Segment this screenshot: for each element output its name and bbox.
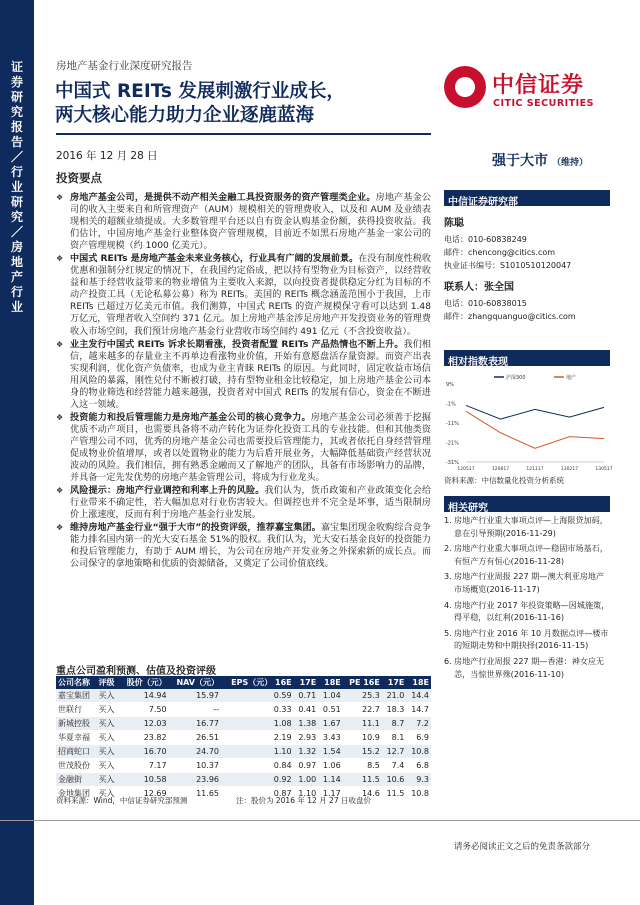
analyst-tel: 电话：010-60838249 xyxy=(444,235,527,244)
table-cell: 10.37 xyxy=(169,759,221,773)
table-cell: 7.2 xyxy=(406,717,431,731)
table-cell: -- xyxy=(169,703,221,717)
sidebar-text: 证券研究报告／行业研究／房地产行业 xyxy=(10,60,23,314)
table-cell: 1.10 xyxy=(221,745,294,759)
table-cell: 新城控股 xyxy=(56,717,97,731)
table-cell: 买入 xyxy=(97,717,120,731)
th-pe17: 17E xyxy=(387,678,405,687)
bullet-item: ❖ 业主发行中国式 REITs 诉求长期看涨，投资者配置 REITs 产品热情也不断上升。我们相信，越来越多的存量业主不再单边看涨物业价值，开始有意愿盘活存量资源。而资产出表实现利润，优化资产负债率，也成为业主青睐 REITs 的原因。与此同时，固定收益市场信用风险的暴露，刚性兑付不断被打破，持有型物业租金比较稳定，加上房地产基金公司本身的物业筛选和经营能力越来越强，投资者对中国式 REITs 的发展有信心，资金在不断进入这一领域。 xyxy=(56,339,431,411)
table-cell: 21.0 xyxy=(382,689,407,703)
table-cell: 2.93 xyxy=(294,731,319,745)
related-item[interactable]: 2. 房地产行业重大事项点评—稳固市场基石，有恒产方有恒心(2016-11-28) xyxy=(444,543,608,566)
table-cell: 11.5 xyxy=(382,787,407,801)
chart-source: 资料来源：中信数量化投资分析系统 xyxy=(444,476,564,485)
table-cell: 1.67 xyxy=(318,717,343,731)
table-cell: 金融街 xyxy=(56,773,97,787)
table-cell: 0.71 xyxy=(294,689,319,703)
key-points xyxy=(56,192,431,571)
table-cell: 6.9 xyxy=(406,731,431,745)
table-cell: 12.03 xyxy=(119,717,169,731)
legend-label: 沪深300 xyxy=(506,375,526,381)
y-tick-label: 9% xyxy=(446,382,454,388)
table-cell: 24.70 xyxy=(169,745,221,759)
relative-index-chart xyxy=(444,372,613,472)
related-item[interactable]: 4. 房地产行业 2017 年投资策略—因城施策，得平稳，以红利(2016-11-16) xyxy=(444,599,610,623)
table-cell: 14.4 xyxy=(406,689,431,703)
table-cell: 0.84 xyxy=(221,759,294,773)
table-cell: 22.7 xyxy=(343,703,382,717)
table-cell: 0.33 xyxy=(221,703,294,717)
related-item[interactable]: 5. 房地产行业 2016 年 10 月数据点评—楼市的短期走势和中期抉择(2016-11-15) xyxy=(444,627,609,651)
x-tick-label: 120817 xyxy=(491,467,510,472)
related-item[interactable]: 6. 房地产行业周报 227 期—香港：神女应无恙，当惊世界殊(2016-11-10) xyxy=(444,655,605,679)
report-date: 2016 年 12 月 28 日 xyxy=(56,150,158,162)
bullet-item: ❖ 风险提示：房地产行业调控和利率上升的风险。我们认为，货币政策和产业政策变化会给行业带来不确定性，若大幅加息对行业伤害较大。但调控也并不完全是坏事，适当限制房价上涨速度，反而有利于房地产基金行业发展。 xyxy=(56,485,431,521)
table-cell: 10.8 xyxy=(406,745,431,759)
section-head: 投资要点 xyxy=(56,171,102,185)
footer-disclaimer: 请务必阅读正文之后的免责条款部分 xyxy=(454,842,591,852)
table-cell: 买入 xyxy=(97,745,120,759)
bullet-item: ❖ 维持房地产基金行业“强于大市”的投资评级，推荐嘉宝集团。嘉宝集团现金收购综合竞争能力排名国内第一的光大安石基金 51%的股权。我们认为，光大安石基金良好的投资能力和投后管理能力，有助于 AUM 增长，为公司在房地产开发业务之外探索新的成长点。而公司保守的拿地策略和优质的资源储备，又奠定了公司价值底线。 xyxy=(56,522,431,570)
table-cell: 嘉宝集团 xyxy=(56,689,97,703)
table-cell: 11.5 xyxy=(343,773,382,787)
bullet-item: ❖ 房地产基金公司，是提供不动产相关金融工具投资服务的资产管理类企业。房地产基金公司的收入主要来自和所管理资产（AUM）规模相关的管理费收入，以及和 AUM 及业绩表现相关的超额业绩提成。大多数管理平台还以自有资金认购基金份额，获得投资收益。我们估计，中国房地产基金行业整体资产管理规模，目前近不如黑石房地产基金一家公司的资产管理规模（约 1000 亿美元）。 xyxy=(56,192,431,252)
related-list xyxy=(444,514,610,683)
table-note xyxy=(56,795,431,806)
table-cell: 8.7 xyxy=(382,717,407,731)
table-cell: 7.50 xyxy=(119,703,169,717)
table-row xyxy=(56,717,431,731)
table-cell: 0.87 xyxy=(221,787,294,801)
related-title-bar: 相关研究 xyxy=(444,496,610,512)
table-note-right: 注：股价为 2016 年 12 月 27 日收盘价 xyxy=(236,796,371,805)
table-cell: 15.97 xyxy=(169,689,221,703)
related-item[interactable]: 1. 房地产行业重大事项点评—上海限贷加码，意在引导预期(2016-11-29) xyxy=(444,515,608,538)
logo-en: CITIC SECURITIES xyxy=(493,98,595,109)
table-title: 重点公司盈利预测、估值及投资评级 xyxy=(56,666,216,677)
table-cell: 11.65 xyxy=(169,787,221,801)
bullet-item: ❖ 投资能力和投后管理能力是房地产基金公司的核心竞争力。房地产基金公司必须善于挖掘优质不动产项目，也需要具备将不动产转化为证券化投资工具的专业技能。但和其他类资产管理公司不同，优秀的房地产基金公司也需要投后管理能力，其或者依托自身经营管理促成物业价值增厚，或者以处置物业的能力为后盾开展业务，大幅降低基础资产经营状况波动的风险。我们相信，拥有熟悉金融而又了解地产的团队，具备有市场影响力的品牌，并具备一定先发优势的房地产基金管理公司，将成为行业龙头。 xyxy=(56,412,431,484)
bullet-item: ❖ 中国式 REITs 是房地产基金未来业务核心，行业具有广阔的发展前景。在没有制度性税收优惠和强制分红规定的情况下，在我国约定俗成，把以持有型物业为目标资产，以经营收益和基于经营收益带来的物业增值为主要收入来源，以向投资者提供稳定分红为目标的不动产投资工具（无论私募公募）称为 REITs。美国的 REITs 概念涵盖范围小于我国，上市 REITs 已超过万亿美元市值。我们测算，中国式 REITs 的资产规模保守看可以达到 1.48 万亿元，管理者收入空间约 371 亿元。加上房地产基金涉足房地产开发投资业务的管理费收入市场空间，我们预计房地产基金行业营收市场空间约 491 亿元（不含投资收益）。 xyxy=(56,253,431,337)
th-rating: 评级 xyxy=(98,678,115,687)
th-price: 股价（元） xyxy=(126,678,167,687)
th-eps16: EPS（元） 16E xyxy=(231,678,292,687)
table-cell: 9.3 xyxy=(406,773,431,787)
table-cell: 14.6 xyxy=(343,787,382,801)
chart-title-bar: 相对指数表现 xyxy=(444,350,610,366)
table-cell: 25.3 xyxy=(343,689,382,703)
table-cell: 2.19 xyxy=(221,731,294,745)
table-cell: 买入 xyxy=(97,689,120,703)
table-cell: 8.5 xyxy=(343,759,382,773)
th-nav: NAV（元） xyxy=(176,678,219,687)
table-cell: 10.58 xyxy=(119,773,169,787)
x-tick-label: 130517 xyxy=(595,467,613,472)
table-cell: 6.8 xyxy=(406,759,431,773)
table-note-left: 资料来源：Wind，中信证券研究部预测 xyxy=(56,796,188,805)
rating-sub: （维持） xyxy=(552,158,589,168)
table-cell: 16.70 xyxy=(119,745,169,759)
research-dept-panel xyxy=(444,190,610,323)
th-pe18: 18E xyxy=(412,678,429,687)
table-cell: 买入 xyxy=(97,787,120,801)
table-cell: 1.32 xyxy=(294,745,319,759)
table-cell: 14.94 xyxy=(119,689,169,703)
page-title xyxy=(55,80,425,128)
table-cell: 23.82 xyxy=(119,731,169,745)
table-cell: 1.54 xyxy=(318,745,343,759)
series-line xyxy=(466,411,604,448)
table-cell: 1.00 xyxy=(294,773,319,787)
table-cell: 11.1 xyxy=(343,717,382,731)
legend-label: 地产 xyxy=(566,375,577,381)
table-cell: 8.1 xyxy=(382,731,407,745)
table-cell: 0.59 xyxy=(221,689,294,703)
table-cell: 1.08 xyxy=(221,717,294,731)
table-row xyxy=(56,745,431,759)
table-row xyxy=(56,773,431,787)
y-tick-label: -21% xyxy=(446,440,459,447)
table-cell: 买入 xyxy=(97,759,120,773)
table-cell: 12.69 xyxy=(119,787,169,801)
th-eps17: 17E xyxy=(299,678,317,687)
rating-label: 强于大市 xyxy=(492,153,548,169)
forecast-table xyxy=(56,676,431,801)
table-cell: 1.14 xyxy=(318,773,343,787)
table-row xyxy=(56,731,431,745)
table-cell: 0.51 xyxy=(318,703,343,717)
table-cell: 买入 xyxy=(97,773,120,787)
y-tick-label: -11% xyxy=(446,421,459,427)
table-row xyxy=(56,703,431,717)
footer-divider xyxy=(0,820,640,821)
table-cell: 26.51 xyxy=(169,731,221,745)
table-cell: 1.38 xyxy=(294,717,319,731)
table-row xyxy=(56,759,431,773)
table-cell: 1.06 xyxy=(318,759,343,773)
citic-logo-icon xyxy=(444,66,486,108)
analyst-name: 陈聪 xyxy=(444,218,464,229)
y-tick-label: -31% xyxy=(446,460,459,466)
x-tick-label: 121117 xyxy=(526,467,544,472)
title-divider xyxy=(56,133,431,135)
y-tick-label: -1% xyxy=(446,401,456,408)
table-cell: 15.2 xyxy=(343,745,382,759)
analyst-license: 执业证书编号：S1010510120047 xyxy=(444,261,572,270)
table-row xyxy=(56,689,431,703)
table-cell: 10.6 xyxy=(382,773,407,787)
contact-name: 联系人：张全国 xyxy=(444,282,514,293)
table-cell: 买入 xyxy=(97,703,120,717)
title-line-1: 中国式 REITs 发展刺激行业成长， xyxy=(55,81,345,102)
report-type: 房地产基金行业深度研究报告 xyxy=(56,60,193,72)
table-cell: 23.96 xyxy=(169,773,221,787)
table-cell: 14.7 xyxy=(406,703,431,717)
th-eps18: 18E xyxy=(324,678,341,687)
research-dept-bar: 中信证券研究部 xyxy=(444,190,610,206)
table-cell: 世茂股份 xyxy=(56,759,97,773)
table-cell: 买入 xyxy=(97,731,120,745)
table-cell: 3.43 xyxy=(318,731,343,745)
th-company: 公司名称 xyxy=(58,678,90,687)
table-cell: 18.3 xyxy=(382,703,407,717)
table-cell: 7.4 xyxy=(382,759,407,773)
table-cell: 7.17 xyxy=(119,759,169,773)
table-cell: 0.97 xyxy=(294,759,319,773)
logo-cn: 中信证券 xyxy=(492,73,585,98)
table-cell: 1.10 xyxy=(294,787,319,801)
table-cell: 10.9 xyxy=(343,731,382,745)
related-item[interactable]: 3. 房地产行业周报 227 期—澳大利亚房地产市场概览(2016-11-17) xyxy=(444,571,605,594)
table-cell: 1.04 xyxy=(318,689,343,703)
rating xyxy=(492,150,588,170)
x-tick-label: 120517 xyxy=(457,467,475,472)
table-cell: 世联行 xyxy=(56,703,97,717)
contact-email: 邮件：zhangquanguo@citics.com xyxy=(444,312,576,321)
x-tick-label: 130217 xyxy=(560,467,579,472)
table-cell: 12.7 xyxy=(382,745,407,759)
th-pe16: PE 16E xyxy=(349,678,380,687)
table-cell: 10.8 xyxy=(406,787,431,801)
table-cell: 招商蛇口 xyxy=(56,745,97,759)
title-line-2: 两大核心能力助力企业逐鹿蓝海 xyxy=(55,105,315,126)
series-line xyxy=(466,405,604,419)
table-cell: 1.17 xyxy=(318,787,343,801)
table-cell: 16.77 xyxy=(169,717,221,731)
table-cell: 金地集团 xyxy=(56,787,97,801)
contact-tel: 电话：010-60838015 xyxy=(444,299,527,308)
table-cell: 华夏幸福 xyxy=(56,731,97,745)
analyst-email: 邮件：chencong@citics.com xyxy=(444,248,556,257)
sidebar xyxy=(0,0,34,905)
table-cell: 0.92 xyxy=(221,773,294,787)
table-cell: 0.41 xyxy=(294,703,319,717)
